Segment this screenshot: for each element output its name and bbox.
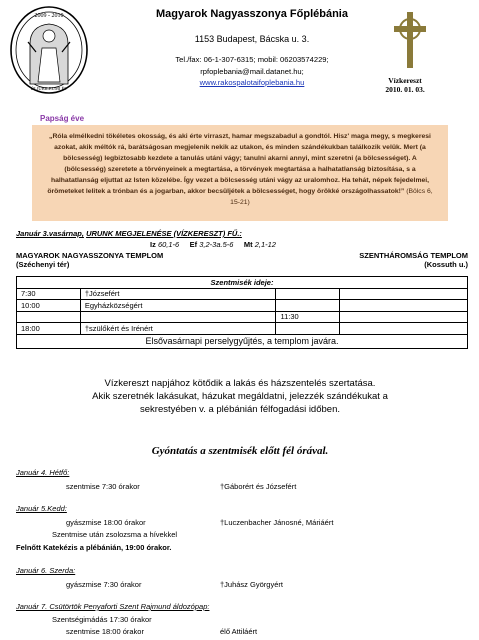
thursday-adoration: Szentségimádás 17:30 órakor	[52, 615, 152, 624]
collection-note: Elsővasárnapi perselygyűjtés, a templom javára.	[17, 334, 468, 348]
tuesday-intention: †Luczenbacher Jánosné, Máriáért	[220, 518, 334, 527]
seal-caption: ÚJ JUBILEUMI ÉV	[30, 86, 68, 91]
reading-2-ref: 3,2-3a.5-6	[199, 240, 234, 249]
sunday-day-label: Január 3.vasárnap,	[16, 229, 84, 238]
intention-right	[340, 288, 468, 300]
reading-3-ref: 2,1-12	[254, 240, 276, 249]
email-line: rpfoplebania@mail.datanet.hu;	[200, 66, 304, 76]
monday-label: Január 4. Hétfő:	[16, 468, 70, 477]
time-right	[276, 323, 340, 335]
intention-right	[340, 311, 468, 323]
intention-right	[340, 300, 468, 312]
tuesday-catechesis: Felnőtt Katekézis a plébánián, 19:00 órakor.	[16, 543, 172, 552]
quote-reference: (Bölcs 6, 15-21)	[230, 188, 433, 206]
mass-times-table	[16, 276, 468, 349]
parish-address: 1153 Budapest, Bácska u. 3.	[194, 34, 310, 44]
reading-3-book: Mt	[243, 240, 253, 249]
intention-left: Egyházközségért	[80, 300, 276, 312]
feast-block	[370, 76, 440, 94]
monday-mass: szentmise 7:30 órakor	[66, 482, 140, 491]
table-row	[17, 288, 468, 300]
reading-2-book: Ef	[189, 240, 198, 249]
house-blessing-notice	[40, 377, 440, 416]
church-left-place: (Széchenyi tér)	[16, 260, 70, 269]
website-link[interactable]: www.rakospalotaifoplebania.hu	[199, 78, 305, 87]
parish-seal-logo	[8, 4, 90, 96]
table-row	[17, 311, 468, 323]
church-left-name: MAGYAROK NAGYASSZONYA TEMPLOM	[16, 251, 164, 260]
readings-line	[150, 240, 276, 249]
thursday-intention: élő Attiláért	[220, 627, 258, 636]
parish-title: Magyarok Nagyasszonya Főplébánia	[156, 8, 348, 20]
time-left: 7:30	[17, 288, 81, 300]
celtic-cross-icon	[390, 10, 430, 70]
time-left: 10:00	[17, 300, 81, 312]
table-row	[17, 323, 468, 335]
table-row	[17, 300, 468, 312]
time-right	[276, 300, 340, 312]
quote-box	[32, 125, 448, 221]
tuesday-label: Január 5.Kedd:	[16, 504, 67, 513]
blessing-line-1: Vízkereszt napjához kötődik a lakás és házszentelés szertatása.	[104, 378, 376, 389]
monday-intention: †Gáborért és Józsefért	[220, 482, 297, 491]
wednesday-mass: gyászmise 7:30 órakor	[66, 580, 142, 589]
wednesday-intention: †Juhász Györgyért	[220, 580, 283, 589]
time-right	[276, 288, 340, 300]
intention-left: †szülőkért és Irénért	[80, 323, 276, 335]
table-caption: Szentmisék ideje:	[17, 277, 468, 289]
blessing-line-3: sekrestyében v. a plébánián félfogadási időben.	[140, 404, 340, 415]
quote-text	[42, 131, 438, 208]
sunday-heading	[16, 229, 242, 238]
thursday-label: Január 7. Csütörtök Penyaforti Szent Rajmund áldozópap:	[16, 602, 210, 611]
phone-line: Tel./fax: 06-1-307-6315; mobil: 06203574229;	[175, 55, 329, 64]
reading-1-ref: 60,1-6	[157, 240, 180, 249]
church-right-name: SZENTHÁROMSÁG TEMPLOM	[359, 251, 468, 260]
church-left	[16, 251, 163, 269]
reading-1-book: Iz	[150, 240, 156, 249]
contact-block	[118, 54, 386, 89]
wednesday-label: Január 6. Szerda:	[16, 566, 76, 575]
tuesday-extra: Szentmise után zsolozsma a hívekkel	[52, 530, 178, 539]
intention-left: †Józsefért	[80, 288, 276, 300]
sunday-feast-label: URUNK MEGJELENÉSE (VÍZKERESZT) FŰ.:	[86, 229, 242, 238]
seal-years: 2009 - 2010	[34, 13, 64, 19]
church-right	[340, 251, 468, 269]
feast-name: Vízkereszt	[388, 76, 422, 85]
thursday-mass: szentmise 18:00 órakor	[66, 627, 144, 636]
time-left: 18:00	[17, 323, 81, 335]
intention-left	[80, 311, 276, 323]
time-left	[17, 311, 81, 323]
quote-body: „Róla elmélkedni tökéletes okosság, és aki érte virraszt, hamar megszabadul a gondtól. Hisz' maga megy, s megkeresi azokat, akik méltók rá, barátságosan megjelenik nekik az utakon, és minden szándékukban találkozik velük. Mert (a bölcsesség) legbiztosabb kezdete a tanulás utáni vágy; tanulni akarni annyi, mint szeretni (a bölcsességet). A (bölcsesség) szeretete a törvényeinek a megtartása, a törvények megtartása a halhatatlanság biztosítása, s a halhatatlanság eljuttat az Isten közelébe. Így vezet a bölcsesség utáni vágy az uralomhoz. Ha tehát, népek fejedelmei, örömeteket lelitek a trónban és a jogarban, akkor becsüljétek a bölcsességet, hogy örökké országolhassatok!”	[47, 133, 431, 195]
church-right-place: (Kossuth u.)	[424, 260, 468, 269]
intention-right	[340, 323, 468, 335]
papsag-label: Papság éve	[40, 114, 85, 123]
tuesday-mass: gyászmise 18:00 órakor	[66, 518, 146, 527]
feast-date: 2010. 01. 03.	[385, 85, 425, 94]
confession-notice: Gyóntatás a szentmisék előtt fél órával.	[151, 445, 329, 457]
blessing-line-2: Akik szeretnék lakásukat, házukat megáldatni, jelezzék szándékukat a	[92, 391, 388, 402]
time-right: 11:30	[276, 311, 340, 323]
